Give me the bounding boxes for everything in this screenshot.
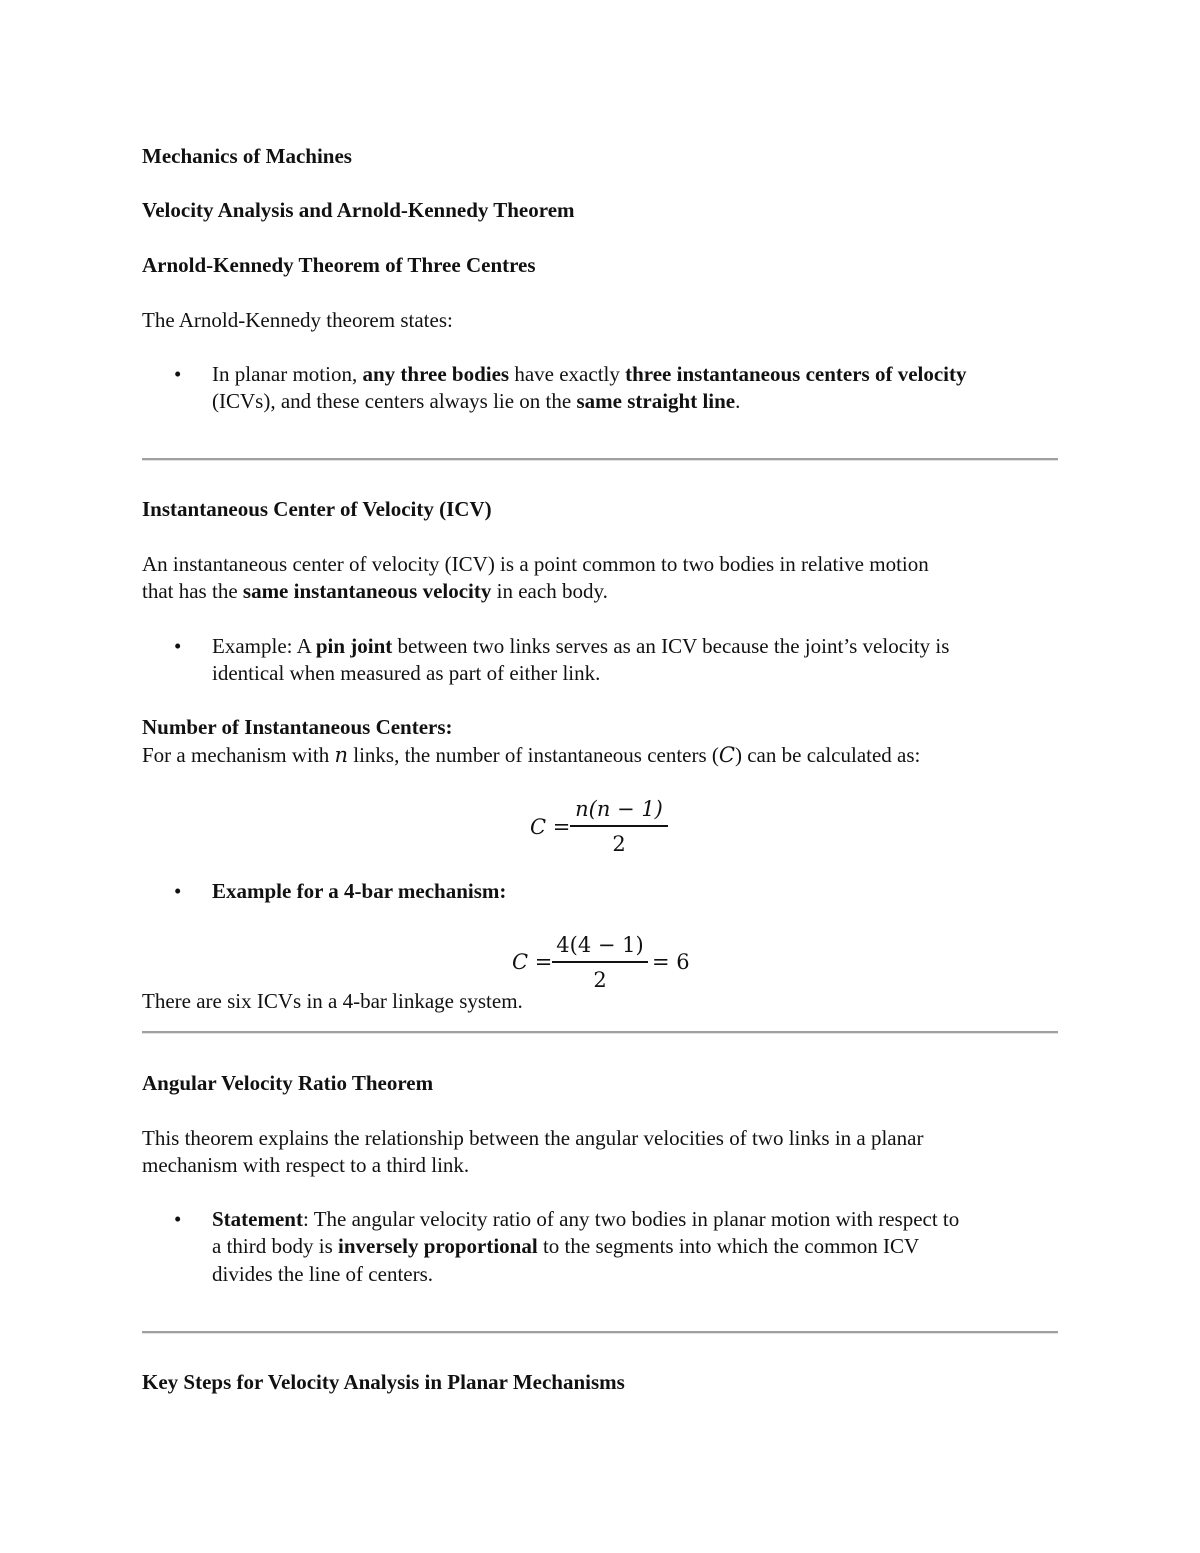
formula-1-fraction — [570, 796, 668, 857]
fraction-bar — [552, 961, 648, 963]
bold-text: pin joint — [315, 634, 393, 658]
section-heading-icv: Instantaneous Center of Velocity (ICV) — [142, 497, 492, 521]
text: in each body. — [491, 579, 608, 603]
formula-2-denominator: 2 — [593, 968, 607, 992]
bullet-statement-line3: divides the line of centers. — [212, 1262, 434, 1286]
text: . — [735, 389, 741, 413]
text: ) can be calculated as: — [734, 743, 921, 767]
paragraph-icv-definition-line2 — [142, 578, 608, 605]
bullet-statement-line1 — [212, 1206, 959, 1233]
paragraph-angular-intro-line1: This theorem explains the relationship between the angular velocities of two links in a planar — [142, 1126, 924, 1150]
formula-2-lhs — [512, 950, 552, 974]
math-text: C = — [530, 815, 571, 839]
horizontal-rule — [142, 1331, 1058, 1334]
text: In planar motion, — [212, 362, 363, 386]
document-title: Mechanics of Machines — [142, 144, 352, 168]
section-heading-angular-velocity: Angular Velocity Ratio Theorem — [142, 1071, 434, 1095]
text: (ICVs), and these centers always lie on the — [212, 389, 577, 413]
formula-2-rhs: = 6 — [652, 950, 690, 974]
bullet-4bar-example: Example for a 4-bar mechanism: — [212, 879, 507, 903]
text: Example: A — [212, 634, 316, 658]
formula-1-denominator: 2 — [612, 832, 626, 856]
bold-text: any three bodies — [362, 362, 510, 386]
formula-2-numerator: 4(4 − 1) — [556, 933, 644, 957]
paragraph-angular-intro-line2: mechanism with respect to a third link. — [142, 1153, 470, 1177]
text: have exactly — [509, 362, 626, 386]
paragraph-icv-definition-line1: An instantaneous center of velocity (ICV) is a point common to two bodies in relative motion — [142, 552, 929, 576]
text: that has the — [142, 579, 243, 603]
bullet-marker: • — [174, 362, 182, 386]
bullet-marker: • — [174, 1207, 182, 1231]
text: : The angular velocity ratio of any two bodies in planar motion with respect to — [302, 1207, 960, 1231]
horizontal-rule — [142, 458, 1058, 461]
bold-text: Statement — [212, 1207, 303, 1231]
formula-1-lhs — [530, 815, 570, 839]
fraction-bar — [570, 825, 668, 827]
text: For a mechanism with — [142, 743, 335, 767]
paragraph-theorem-intro: The Arnold-Kennedy theorem states: — [142, 308, 453, 332]
bullet-statement-line2 — [212, 1233, 919, 1260]
bold-text: same instantaneous velocity — [242, 579, 492, 603]
bullet-marker: • — [174, 879, 182, 903]
bullet-theorem-line2 — [212, 388, 740, 415]
text: to the segments into which the common ICV — [537, 1234, 920, 1258]
text: between two links serves as an ICV because the joint’s velocity is — [392, 634, 950, 658]
section-heading-arnold-kennedy: Arnold-Kennedy Theorem of Three Centres — [142, 253, 536, 277]
bullet-pin-joint-line1 — [212, 633, 949, 660]
bullet-theorem-line1 — [212, 361, 967, 388]
formula-1-numerator: n(n − 1) — [575, 797, 663, 821]
document-subtitle: Velocity Analysis and Arnold-Kennedy Theorem — [142, 198, 575, 222]
formula-2-fraction — [552, 932, 648, 993]
section-heading-key-steps: Key Steps for Velocity Analysis in Planar Mechanisms — [142, 1370, 625, 1394]
bullet-pin-joint-line2: identical when measured as part of either link. — [212, 661, 601, 685]
paragraph-number-of-centers — [142, 742, 920, 769]
text: links, the number of instantaneous centers ( — [348, 743, 719, 767]
math-text: C = — [512, 950, 553, 974]
bold-text: inversely proportional — [338, 1234, 538, 1258]
paragraph-six-icvs: There are six ICVs in a 4-bar linkage system. — [142, 989, 523, 1013]
bold-text: three instantaneous centers of velocity — [625, 362, 967, 386]
bullet-marker: • — [174, 634, 182, 658]
math-variable-n: n — [334, 743, 348, 767]
math-variable-c: C — [718, 743, 735, 767]
bold-text: same straight line — [576, 389, 736, 413]
text: a third body is — [212, 1234, 338, 1258]
horizontal-rule — [142, 1031, 1058, 1034]
subheading-number-of-centers: Number of Instantaneous Centers: — [142, 715, 453, 739]
